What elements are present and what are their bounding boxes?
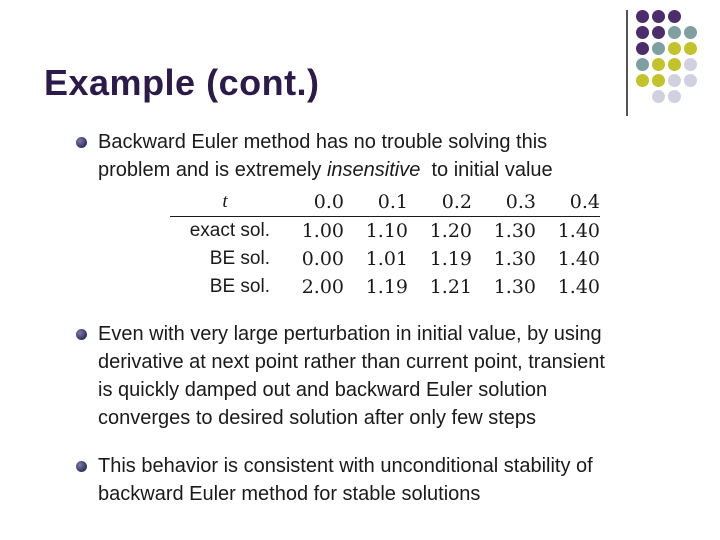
decorative-dot-grid xyxy=(636,10,720,110)
decorative-dot xyxy=(684,74,697,87)
decorative-dot xyxy=(636,10,649,23)
table-cell: 1.30 xyxy=(493,248,536,270)
table-cell: 1.01 xyxy=(365,248,408,270)
table-header-cell: 0.4 xyxy=(569,191,600,213)
emphasis-text: insensitive xyxy=(326,159,421,181)
table-row xyxy=(170,245,600,273)
table-cell: 1.10 xyxy=(365,220,408,242)
decorative-dot xyxy=(684,58,697,71)
table-cell: 1.19 xyxy=(429,248,472,270)
decorative-dot xyxy=(652,42,665,55)
decorative-dot xyxy=(668,10,681,23)
decorative-dot xyxy=(668,74,681,87)
text-segment: problem and is extremely xyxy=(98,159,327,181)
table-cell: 2.00 xyxy=(301,276,344,298)
bullet-line xyxy=(98,156,553,184)
table-header-cell: 0.2 xyxy=(441,191,472,213)
decorative-dot xyxy=(668,42,681,55)
text-segment: is quickly damped out and backward Euler solution xyxy=(98,379,548,401)
table-header-cell: 0.1 xyxy=(377,191,408,213)
bullet-line xyxy=(98,452,593,480)
bullet-line xyxy=(98,320,605,348)
decorative-dot xyxy=(668,90,681,103)
bullet-text-1 xyxy=(98,128,553,184)
bullet-marker-2 xyxy=(76,329,87,340)
bullet-marker-1 xyxy=(76,137,87,148)
table-cell: 1.00 xyxy=(301,220,344,242)
decorative-dot xyxy=(652,74,665,87)
table-header-t: t xyxy=(222,191,228,212)
table-cell: 1.19 xyxy=(365,276,408,298)
text-segment: converges to desired solution after only few steps xyxy=(98,407,537,429)
decorative-dot xyxy=(668,58,681,71)
table-cell: 0.00 xyxy=(301,248,344,270)
table-row xyxy=(170,217,600,246)
bullet-text-3 xyxy=(98,452,593,508)
row-label: BE sol. xyxy=(209,248,270,269)
decorative-dot xyxy=(652,58,665,71)
decorative-dot xyxy=(668,26,681,39)
table-cell: 1.30 xyxy=(493,276,536,298)
row-label: exact sol. xyxy=(189,220,270,241)
bullet-line xyxy=(98,348,605,376)
decorative-dot xyxy=(652,10,665,23)
text-segment: backward Euler method for stable solutions xyxy=(98,483,481,505)
row-label: BE sol. xyxy=(209,276,270,297)
slide-title: Example (cont.) xyxy=(44,62,320,103)
text-segment: Even with very large perturbation in initial value, by using xyxy=(98,323,602,345)
text-segment: This behavior is consistent with unconditional stability of xyxy=(98,455,593,477)
bullet-line xyxy=(98,404,605,432)
table-header-cell: 0.3 xyxy=(505,191,536,213)
text-segment: to initial value xyxy=(420,159,553,181)
table-cell: 1.30 xyxy=(493,220,536,242)
table-cell: 1.20 xyxy=(429,220,472,242)
table-cell: 1.21 xyxy=(429,276,472,298)
comparison-table xyxy=(170,188,600,301)
text-segment: derivative at next point rather than current point, transient xyxy=(98,351,605,373)
decorative-dot xyxy=(652,90,665,103)
decorative-dot xyxy=(684,26,697,39)
table-header-cell: 0.0 xyxy=(313,191,344,213)
bullet-line xyxy=(98,480,593,508)
table-row xyxy=(170,273,600,301)
table-cell: 1.40 xyxy=(557,248,600,270)
decorative-dot xyxy=(684,42,697,55)
title-divider-line xyxy=(626,10,628,116)
decorative-dot xyxy=(636,74,649,87)
decorative-dot xyxy=(636,26,649,39)
table-cell: 1.40 xyxy=(557,220,600,242)
text-segment: Backward Euler method has no trouble solving this xyxy=(98,131,548,153)
bullet-line xyxy=(98,128,553,156)
bullet-marker-3 xyxy=(76,461,87,472)
decorative-dot xyxy=(636,42,649,55)
table-header-row xyxy=(170,188,600,217)
bullet-line xyxy=(98,376,605,404)
decorative-dot xyxy=(652,26,665,39)
bullet-text-2 xyxy=(98,320,605,432)
table-cell: 1.40 xyxy=(557,276,600,298)
decorative-dot xyxy=(636,58,649,71)
